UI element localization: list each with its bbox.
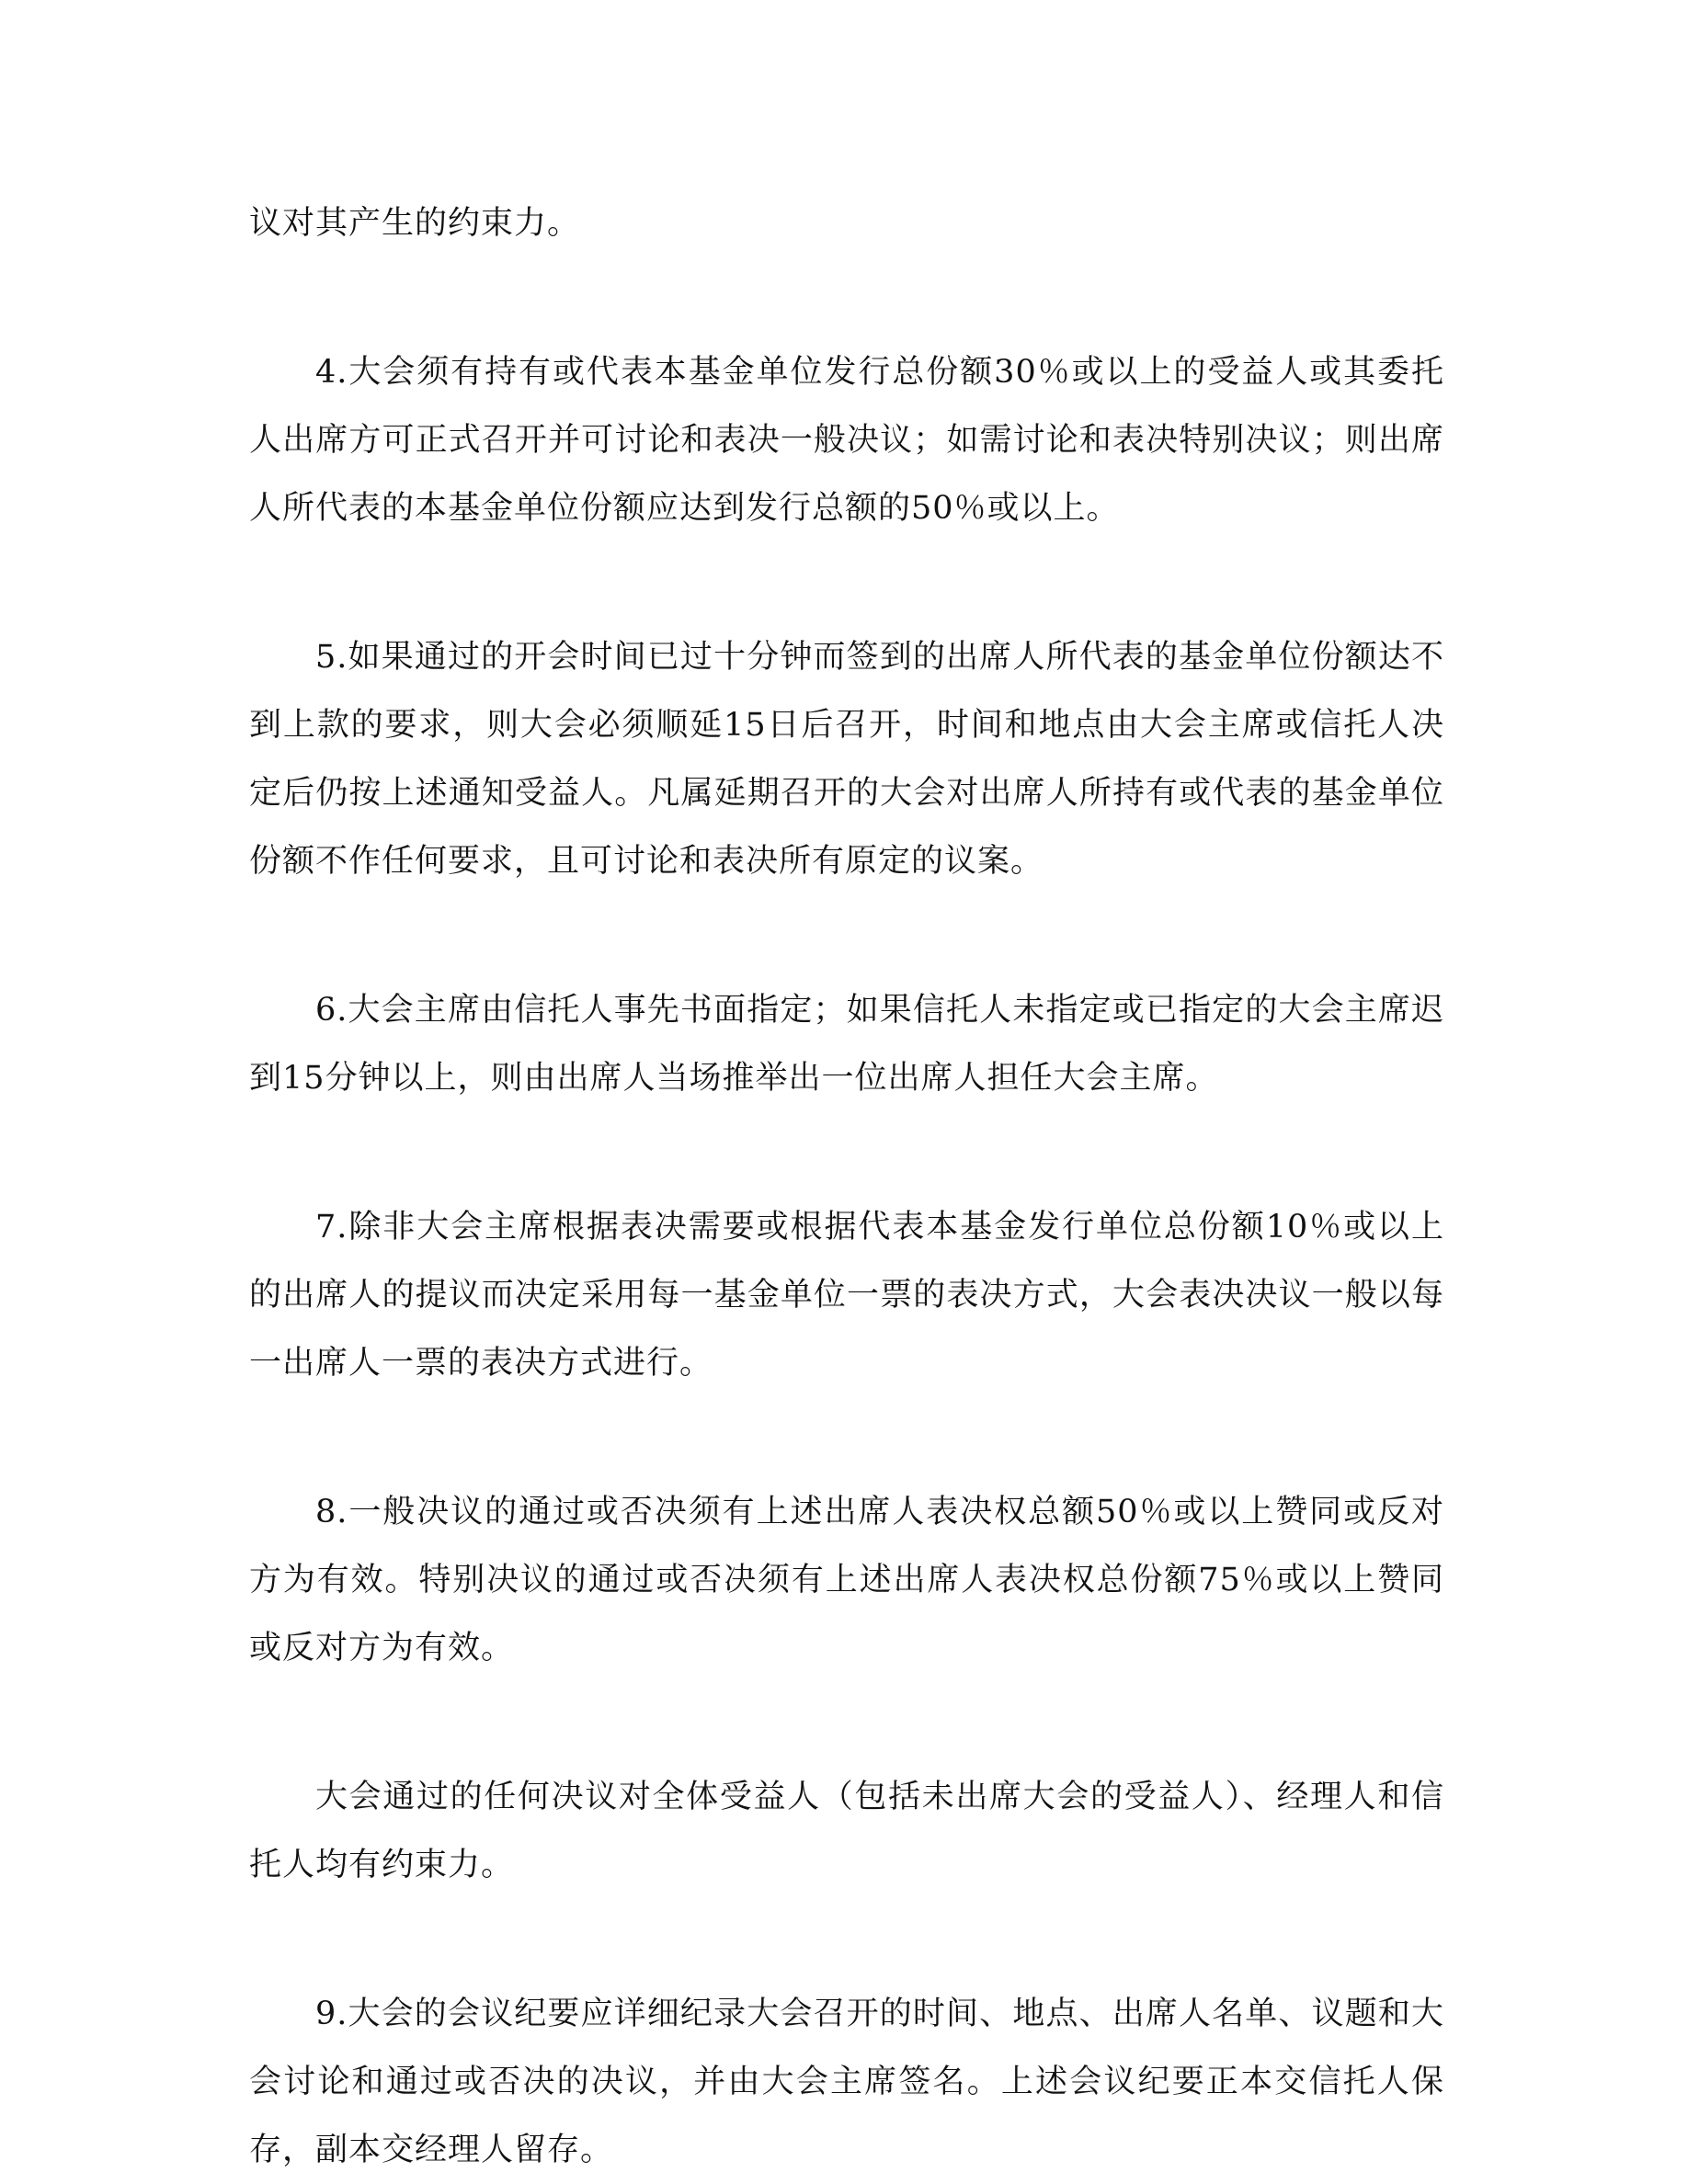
paragraph-clause-7: 7.除非大会主席根据表决需要或根据代表本基金发行单位总份额10％或以上的出席人的提议而决定采用每一基金单位一票的表决方式，大会表决决议一般以每一出席人一票的表决方式进行。 <box>249 1209 1444 1382</box>
paragraph-clause-5: 5.如果通过的开会时间已过十分钟而签到的出席人所代表的基金单位份额达不到上款的要求，则大会必须顺延15日后召开，时间和地点由大会主席或信托人决定后仍按上述通知受益人。凡属延期召开的大会对出席人所持有或代表的基金单位份额不作任何要求，且可讨论和表决所有原定的议案。 <box>249 639 1444 880</box>
paragraph-clause-4: 4.大会须有持有或代表本基金单位发行总份额30％或以上的受益人或其委托人出席方可正式召开并可讨论和表决一般决议；如需讨论和表决特别决议；则出席人所代表的本基金单位份额应达到发行总额的50％或以上。 <box>249 354 1444 527</box>
document-body <box>249 189 1444 2184</box>
paragraph-continuation: 议对其产生的约束力。 <box>249 205 581 242</box>
paragraph-clause-8: 8.一般决议的通过或否决须有上述出席人表决权总额50％或以上赞同或反对方为有效。特别决议的通过或否决须有上述出席人表决权总份额75％或以上赞同或反对方为有效。 <box>249 1494 1444 1666</box>
paragraph-clause-9: 9.大会的会议纪要应详细纪录大会召开的时间、地点、出席人名单、议题和大会讨论和通过或否决的决议，并由大会主席签名。上述会议纪要正本交信托人保存，副本交经理人留存。 <box>249 1996 1444 2168</box>
paragraph-clause-6: 6.大会主席由信托人事先书面指定；如果信托人未指定或已指定的大会主席迟到15分钟以上，则由出席人当场推举出一位出席人担任大会主席。 <box>249 992 1444 1097</box>
paragraph-binding-effect: 大会通过的任何决议对全体受益人（包括未出席大会的受益人）、经理人和信托人均有约束力。 <box>249 1779 1444 1883</box>
